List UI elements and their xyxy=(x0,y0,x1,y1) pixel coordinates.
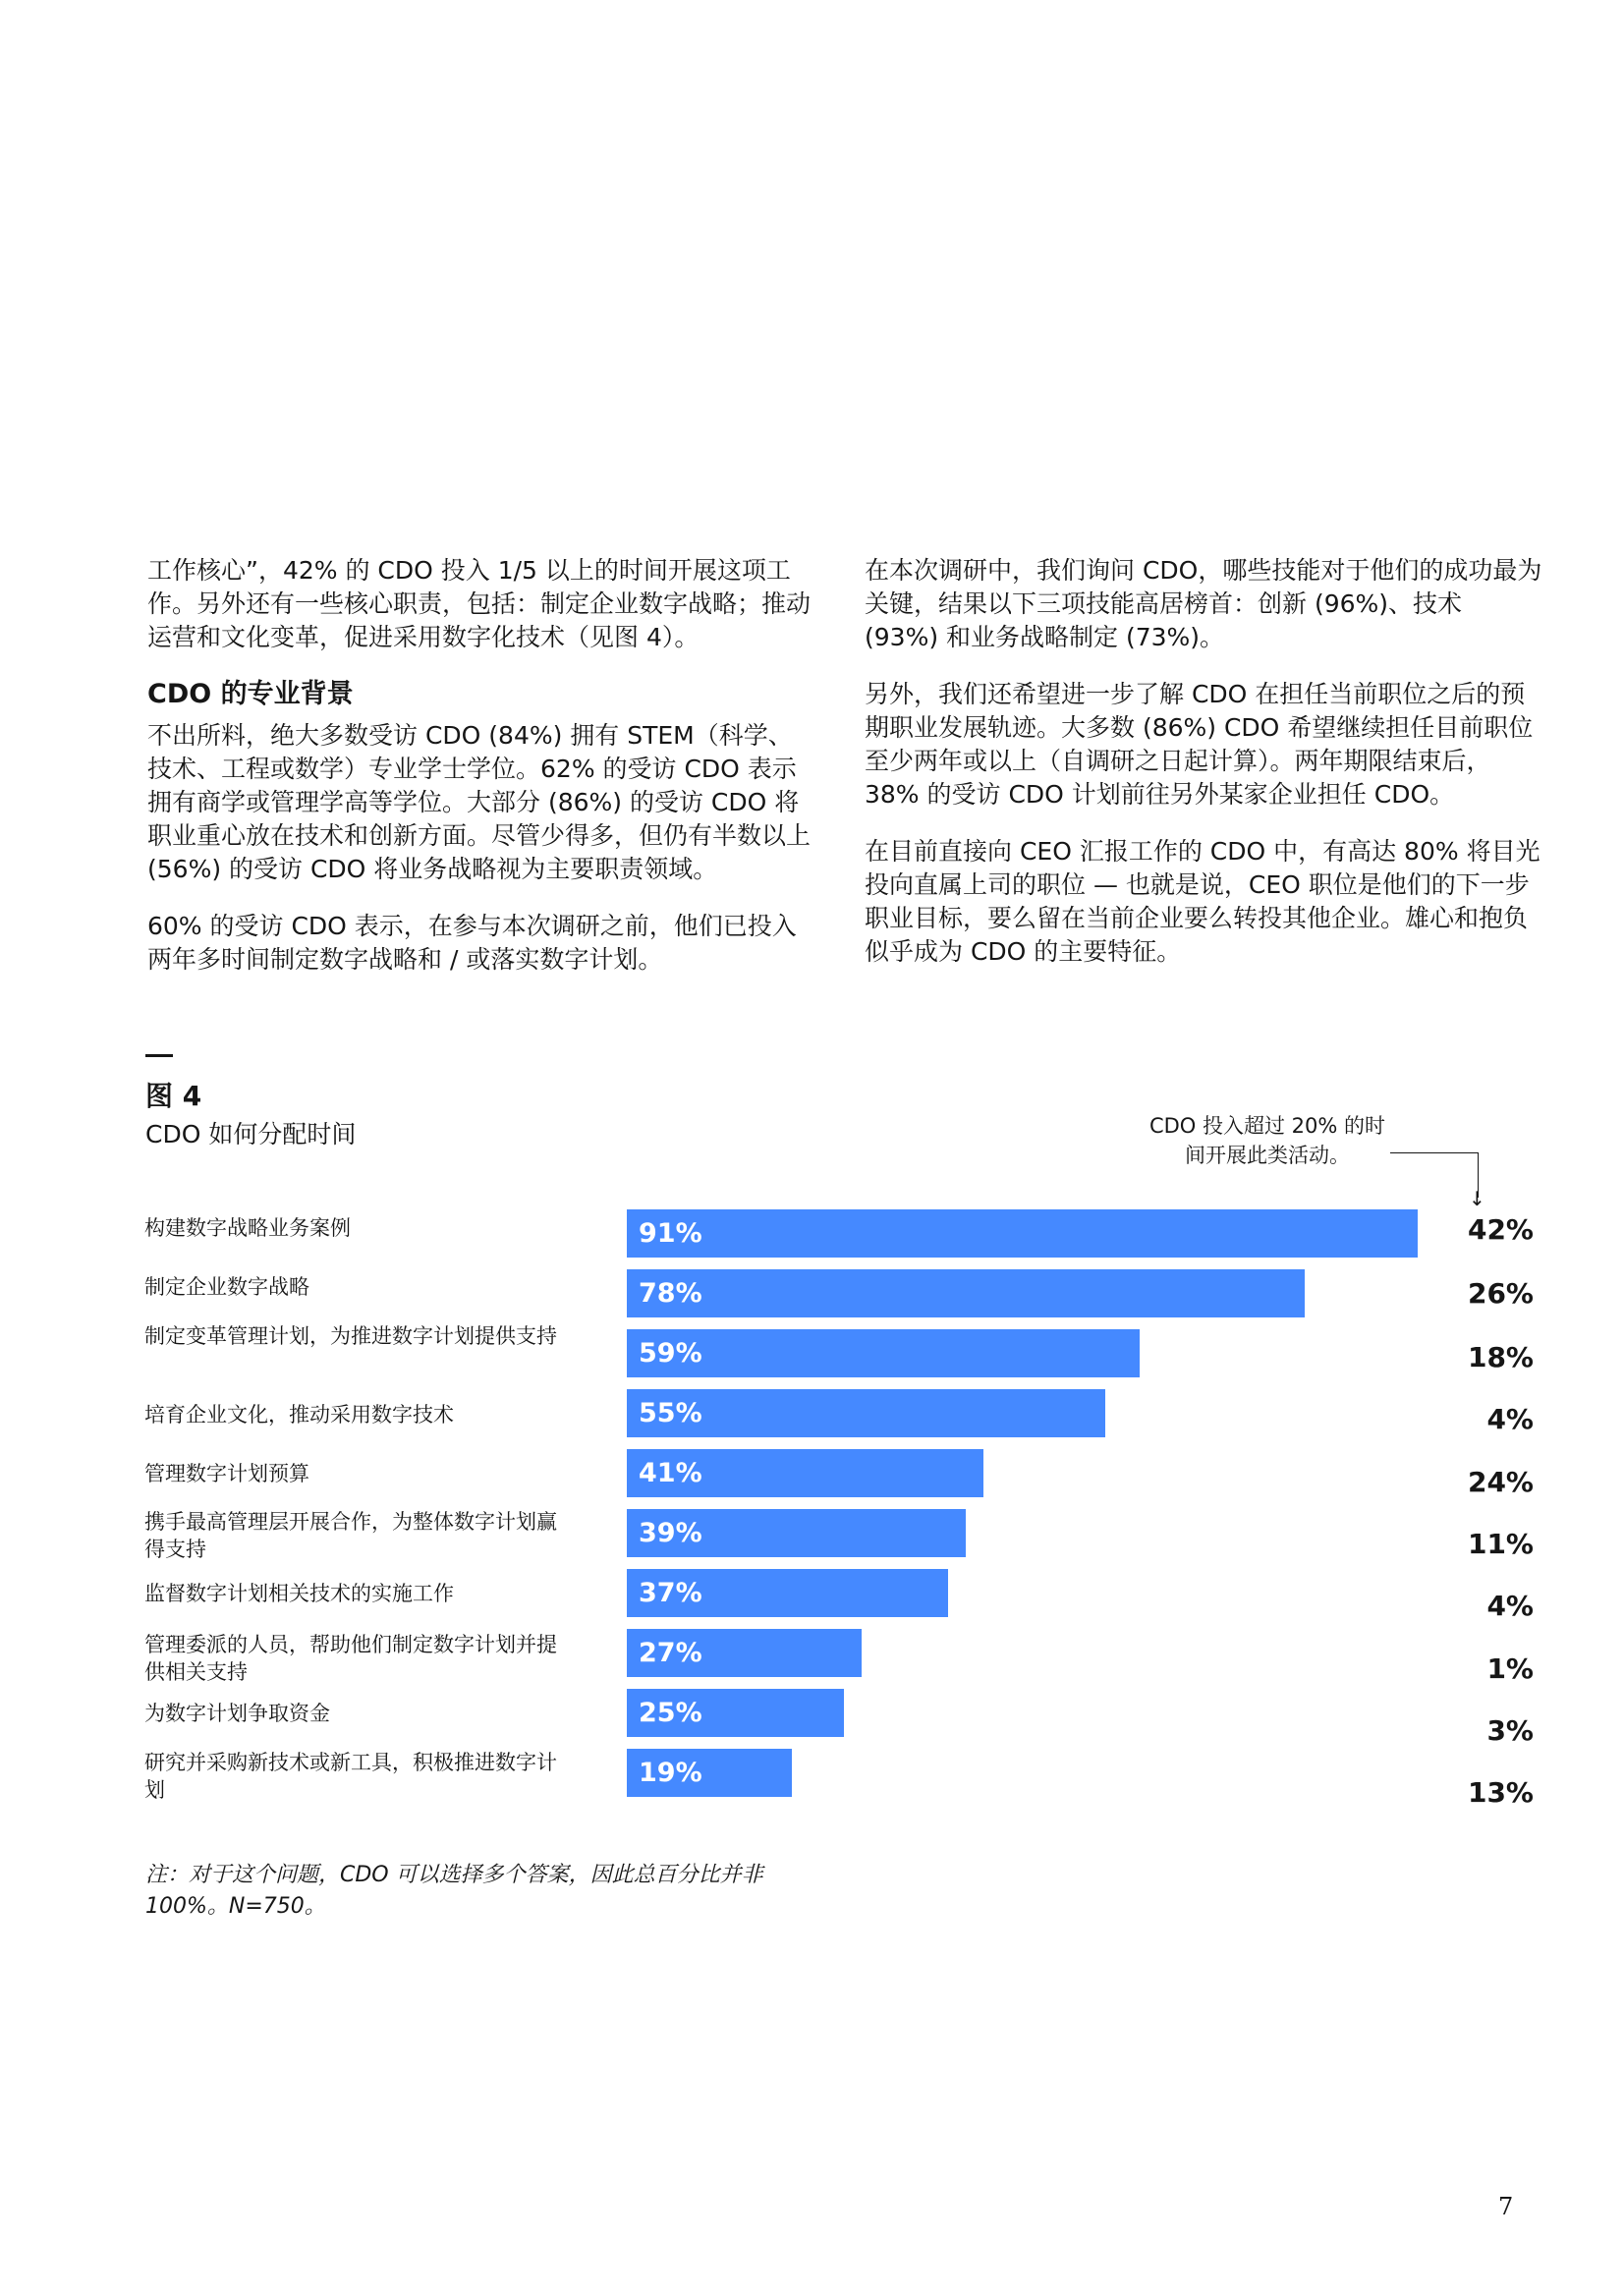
category-label: 携手最高管理层开展合作，为整体数字计划赢得支持 xyxy=(144,1510,557,1561)
secondary-value-label: 3% xyxy=(1486,1714,1534,1747)
bar-value-label: 59% xyxy=(639,1338,702,1369)
page-number: 7 xyxy=(1498,2193,1514,2220)
secondary-value-label: 42% xyxy=(1467,1213,1534,1246)
secondary-value-label: 4% xyxy=(1486,1590,1534,1622)
bar-value-label: 19% xyxy=(639,1758,702,1788)
secondary-value-label: 24% xyxy=(1467,1466,1534,1498)
right-para-3: 在目前直接向 CEO 汇报工作的 CDO 中，有高达 80% 将目光投向直属上司的职位 — 也就是说，CEO 职位是他们的下一步职业目标，要么留在当前企业要么转投其他企业。雄心和抱负似乎成为 CDO 的主要特征。 xyxy=(865,837,1540,966)
bar-value-label: 39% xyxy=(639,1518,702,1548)
category-label: 研究并采购新技术或新工具，积极推进数字计划 xyxy=(144,1751,557,1802)
bar xyxy=(627,1329,1140,1377)
bar-value-label: 91% xyxy=(639,1218,702,1249)
secondary-value-label: 1% xyxy=(1486,1652,1534,1685)
section-heading: CDO 的专业背景 xyxy=(147,679,354,709)
category-label: 制定变革管理计划，为推进数字计划提供支持 xyxy=(144,1324,557,1348)
figure-label: 图 4 xyxy=(145,1080,202,1112)
bar-value-label: 55% xyxy=(639,1398,702,1428)
secondary-value-label: 26% xyxy=(1467,1277,1534,1310)
figure-note: 注：对于这个问题，CDO 可以选择多个答案，因此总百分比并非 100%。N=750。 xyxy=(145,1863,763,1919)
bar-value-label: 78% xyxy=(639,1278,702,1309)
right-para-2: 另外，我们还希望进一步了解 CDO 在担任当前职位之后的预期职业发展轨迹。大多数 (86%) CDO 希望继续担任目前职位至少两年或以上（自调研之日起计算）。两年期限结束后，38% 的受访 CDO 计划前往另外某家企业担任 CDO。 xyxy=(865,680,1534,809)
bar xyxy=(627,1389,1105,1437)
bar xyxy=(627,1269,1305,1317)
category-label: 构建数字战略业务案例 xyxy=(144,1216,351,1240)
secondary-value-label: 4% xyxy=(1486,1403,1534,1435)
left-para-1: 工作核心”，42% 的 CDO 投入 1/5 以上的时间开展这项工作。另外还有一些核心职责，包括：制定企业数字战略；推动运营和文化变革，促进采用数字化技术（见图 4）。 xyxy=(147,556,812,651)
figure-title: CDO 如何分配时间 xyxy=(145,1120,357,1148)
left-para-3: 60% 的受访 CDO 表示，在参与本次调研之前，他们已投入两年多时间制定数字战略和 / 或落实数字计划。 xyxy=(147,912,797,974)
bar xyxy=(627,1449,983,1497)
category-label: 制定企业数字战略 xyxy=(144,1275,309,1299)
category-label: 监督数字计划相关技术的实施工作 xyxy=(144,1582,454,1605)
bar xyxy=(627,1569,948,1617)
chart-callout: CDO 投入超过 20% 的时间开展此类活动。 xyxy=(1148,1114,1386,1167)
bar xyxy=(627,1509,966,1557)
bar-value-label: 37% xyxy=(639,1578,702,1608)
bar-value-label: 25% xyxy=(639,1698,702,1728)
bar xyxy=(627,1749,792,1797)
right-para-1: 在本次调研中，我们询问 CDO，哪些技能对于他们的成功最为关键，结果以下三项技能高居榜首：创新 (96%)、技术 (93%) 和业务战略制定 (73%)。 xyxy=(865,556,1542,651)
secondary-value-label: 11% xyxy=(1467,1528,1534,1560)
bar xyxy=(627,1689,844,1737)
bar xyxy=(627,1209,1418,1258)
arrow-down-icon: ↓ xyxy=(1469,1187,1485,1210)
bar xyxy=(627,1629,862,1677)
category-label: 管理委派的人员，帮助他们制定数字计划并提供相关支持 xyxy=(144,1633,557,1684)
bar-value-label: 27% xyxy=(639,1638,702,1668)
secondary-value-label: 13% xyxy=(1467,1776,1534,1809)
category-label: 管理数字计划预算 xyxy=(144,1462,309,1485)
bar-value-label: 41% xyxy=(639,1458,702,1488)
category-label: 培育企业文化，推动采用数字技术 xyxy=(144,1403,454,1427)
left-para-2: 不出所料，绝大多数受访 CDO (84%) 拥有 STEM（科学、技术、工程或数学）专业学士学位。62% 的受访 CDO 表示拥有商学或管理学高等学位。大部分 (86%) 的受访 CDO 将职业重心放在技术和创新方面。尽管少得多，但仍有半数以上 (56%) 的受访 CDO 将业务战略视为主要职责领域。 xyxy=(147,721,812,883)
secondary-value-label: 18% xyxy=(1467,1341,1534,1373)
category-label: 为数字计划争取资金 xyxy=(144,1702,330,1725)
